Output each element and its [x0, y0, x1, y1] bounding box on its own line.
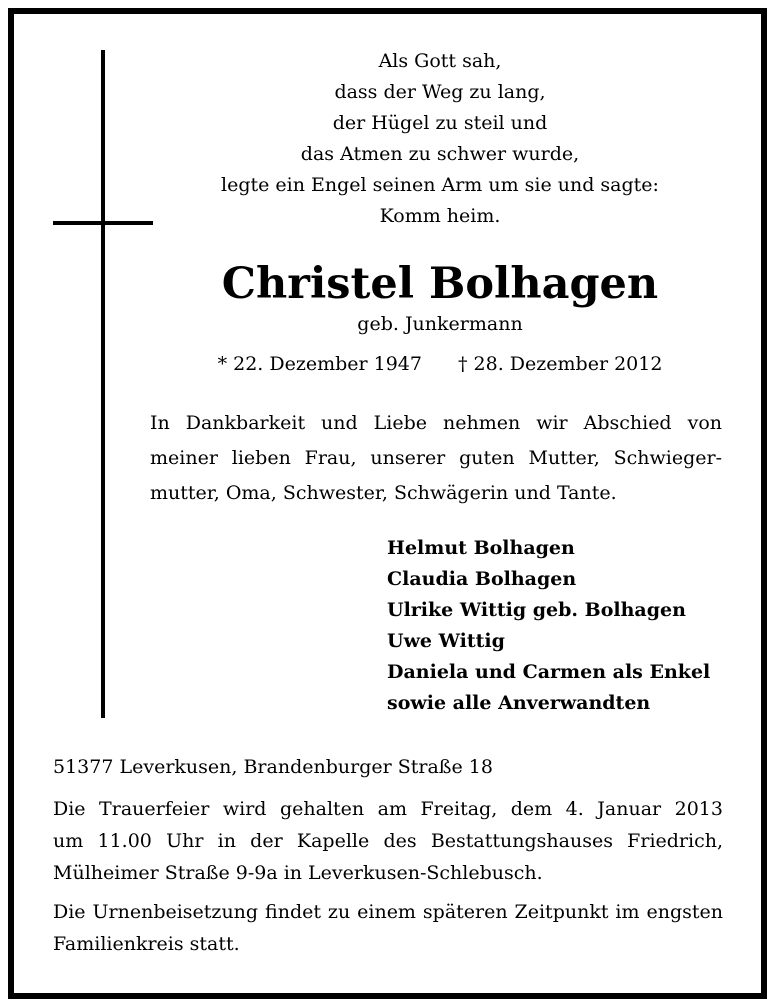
- death-date: † 28. Dezember 2012: [458, 353, 663, 375]
- poem-line: der Hügel zu steil und: [332, 112, 548, 134]
- maiden-name: geb. Junkermann: [357, 313, 523, 335]
- poem-line: das Atmen zu schwer wurde,: [300, 143, 580, 165]
- thanks-line: In Dankbarkeit und Liebe nehmen wir Abschied von: [150, 412, 722, 434]
- mourner-name: Daniela und Carmen als Enkel: [387, 661, 711, 683]
- mourners-list: [387, 533, 710, 719]
- poem-line: legte ein Engel seinen Arm um sie und sagte:: [221, 174, 659, 196]
- address: 51377 Leverkusen, Brandenburger Straße 18: [53, 756, 493, 778]
- birth-date: * 22. Dezember 1947: [217, 353, 422, 375]
- thanks-line: meiner lieben Frau, unserer guten Mutter, Schwieger-: [150, 447, 722, 469]
- funeral-line: Die Trauerfeier wird gehalten am Freitag, dem 4. Januar 2013: [53, 798, 723, 820]
- funeral-paragraph: [53, 793, 723, 889]
- cross-icon-vertical-bar: [101, 50, 105, 718]
- poem: [140, 46, 740, 232]
- poem-line: Als Gott sah,: [378, 50, 502, 72]
- thanks-line: mutter, Oma, Schwester, Schwägerin und Tante.: [150, 482, 617, 504]
- mourner-name: Helmut Bolhagen: [387, 537, 575, 559]
- thanks-paragraph: [150, 406, 722, 511]
- mourner-name: Uwe Wittig: [387, 630, 505, 652]
- urn-line: Familienkreis statt.: [53, 933, 240, 955]
- poem-line: dass der Weg zu lang,: [334, 81, 546, 103]
- funeral-line: um 11.00 Uhr in der Kapelle des Bestattungshauses Friedrich,: [53, 830, 723, 852]
- mourner-name: Claudia Bolhagen: [387, 568, 577, 590]
- cross-icon-horizontal-bar: [53, 221, 153, 225]
- mourner-name: Ulrike Wittig geb. Bolhagen: [387, 599, 686, 621]
- poem-line: Komm heim.: [379, 205, 501, 227]
- mourner-name: sowie alle Anverwandten: [387, 692, 651, 714]
- urn-line: Die Urnenbeisetzung findet zu einem späteren Zeitpunkt im engsten: [53, 901, 723, 923]
- urn-paragraph: [53, 896, 723, 960]
- deceased-name: Christel Bolhagen: [221, 259, 659, 309]
- funeral-line: Mülheimer Straße 9-9a in Leverkusen-Schlebusch.: [53, 862, 543, 884]
- life-dates: [140, 350, 740, 378]
